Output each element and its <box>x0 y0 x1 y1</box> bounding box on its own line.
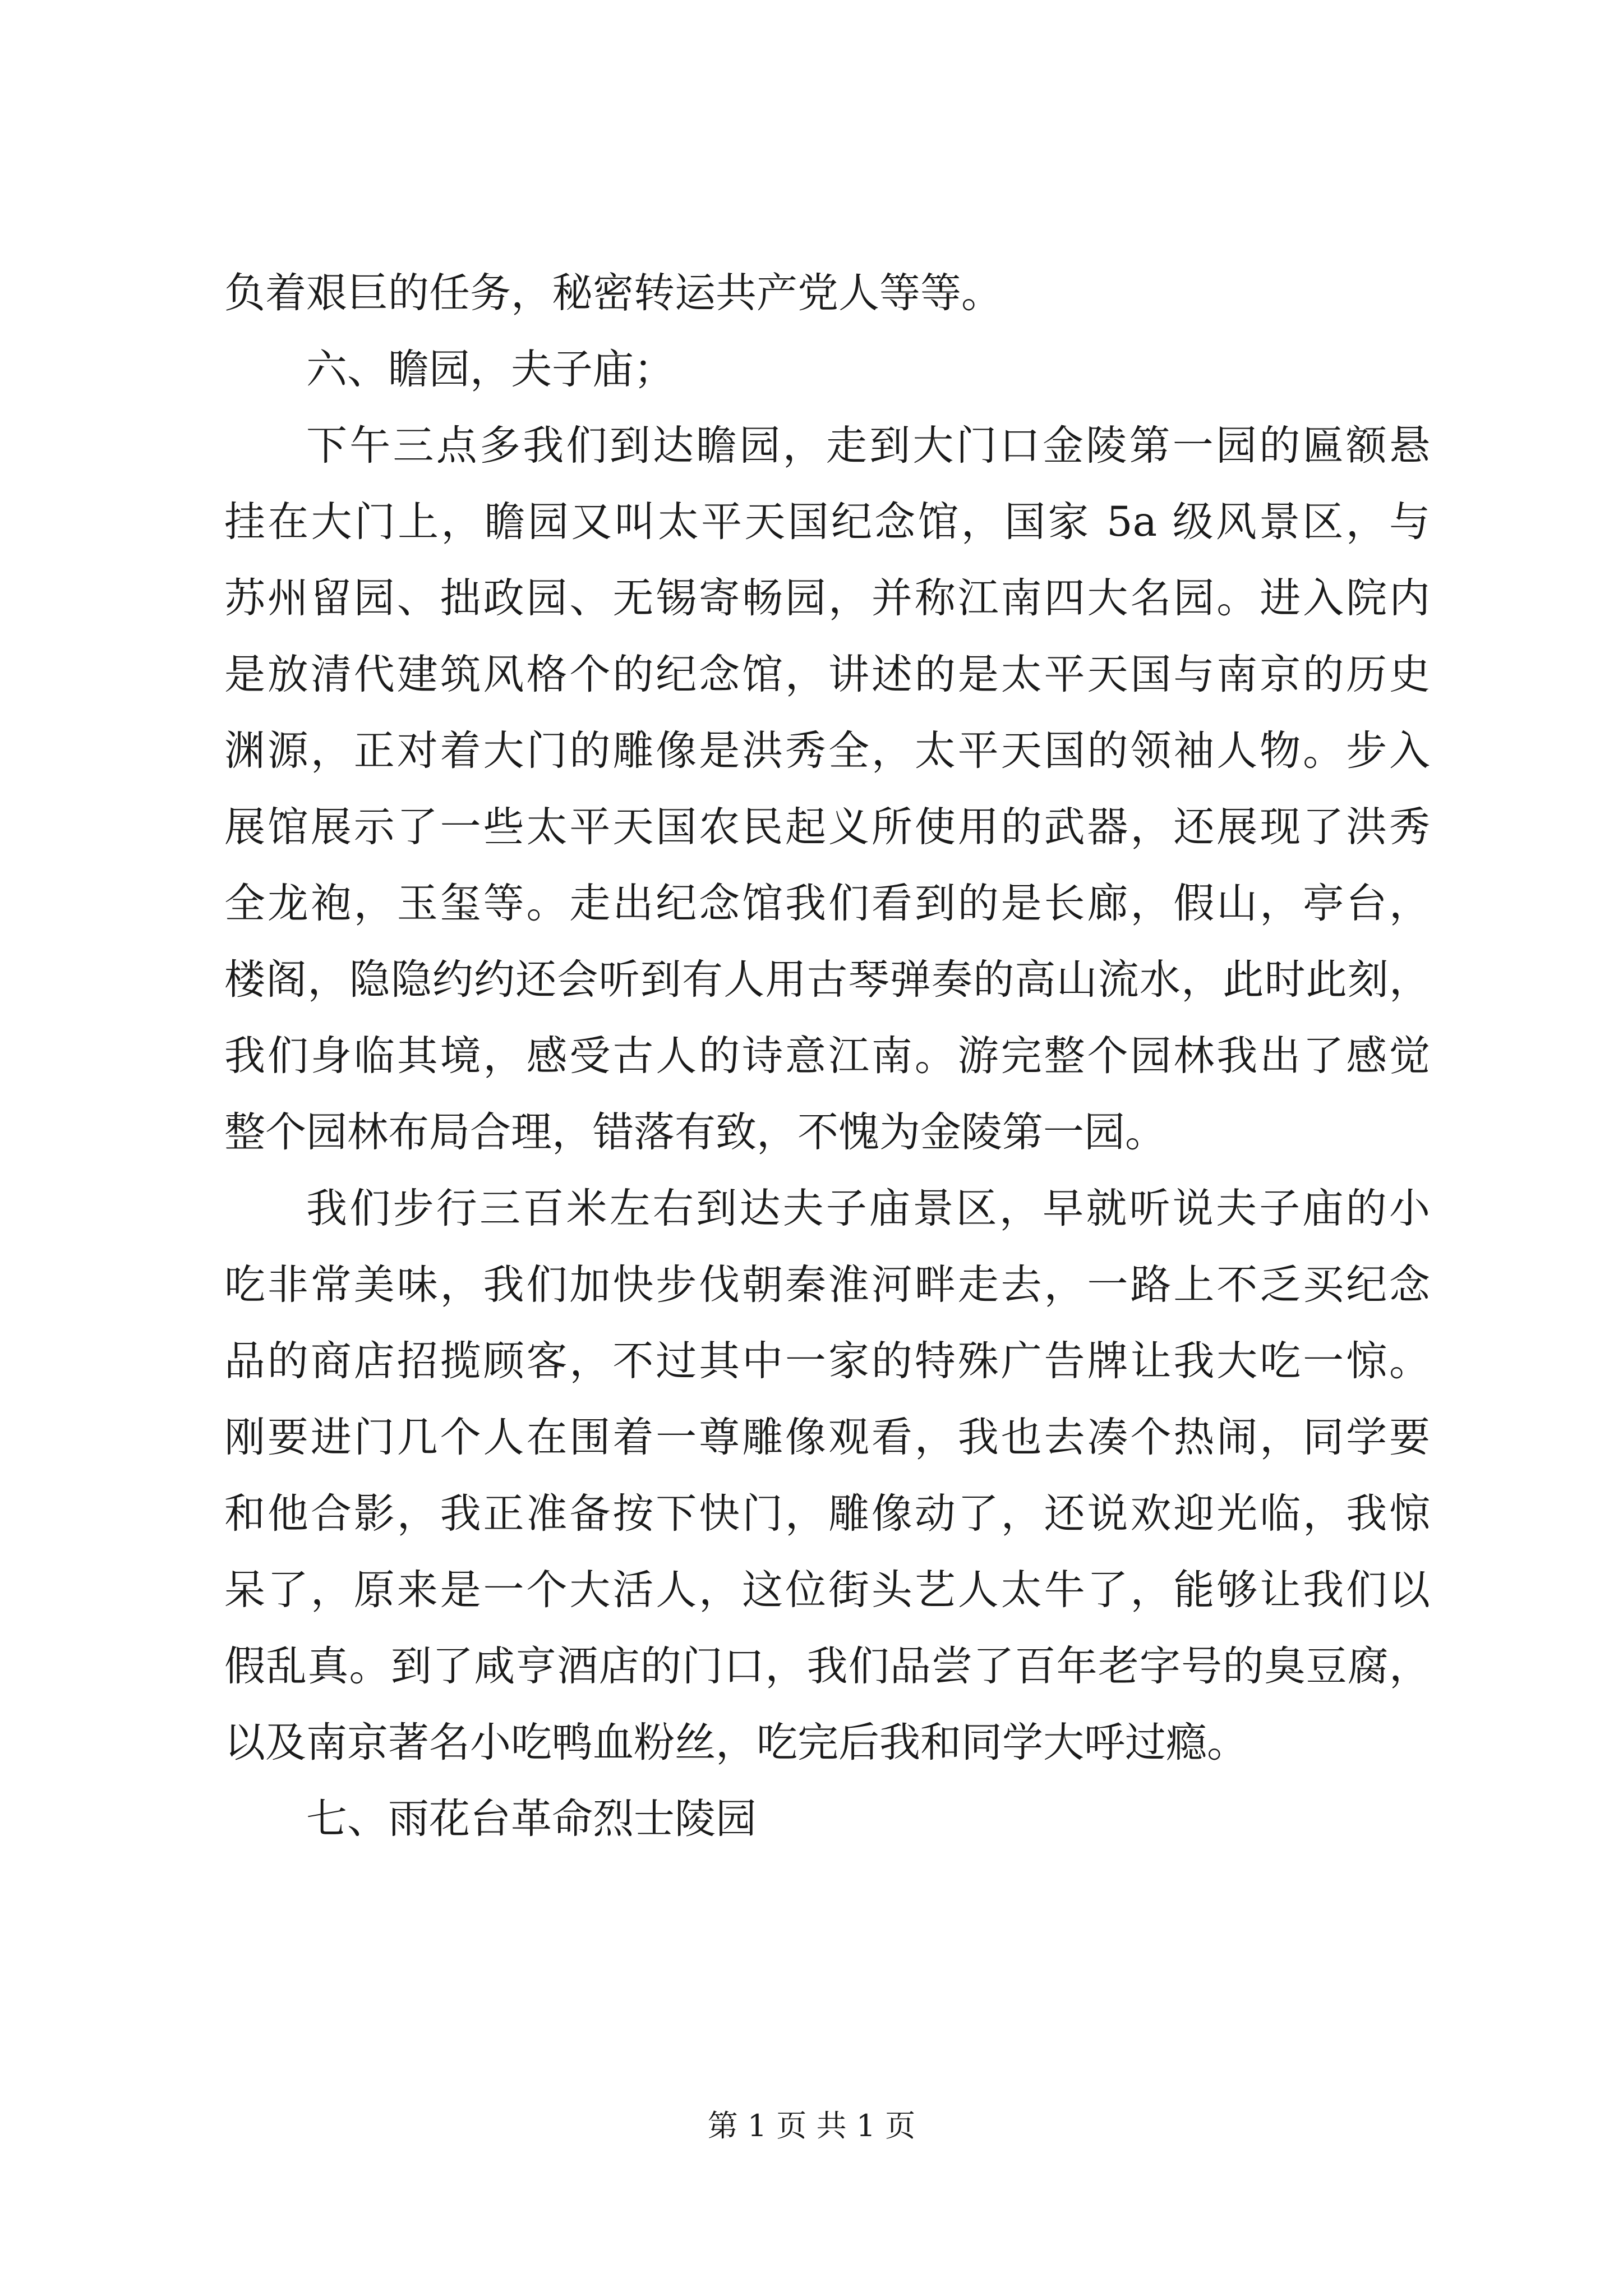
text-line: 七、雨花台革命烈士陵园 <box>306 1795 757 1843</box>
text-line: 吃非常美味，我们加快步伐朝秦淮河畔走去，一路上不乏买纪念 <box>224 1261 1430 1309</box>
text-line: 渊源，正对着大门的雕像是洪秀全，太平天国的领袖人物。步入 <box>224 727 1430 775</box>
text-line: 下午三点多我们到达瞻园，走到大门口金陵第一园的匾额悬 <box>306 422 1430 470</box>
document-body <box>224 255 1430 1857</box>
text-line: 是放清代建筑风格个的纪念馆，讲述的是太平天国与南京的历史 <box>224 651 1430 698</box>
text-line: 整个园林布局合理，错落有致，不愧为金陵第一园。 <box>224 1108 1166 1156</box>
text-line: 以及南京著名小吃鸭血粉丝，吃完后我和同学大呼过瘾。 <box>224 1719 1248 1766</box>
text-line: 六、瞻园，夫子庙； <box>306 346 675 393</box>
text-line: 我们步行三百米左右到达夫子庙景区，早就听说夫子庙的小 <box>306 1185 1430 1232</box>
text-line: 苏州留园、拙政园、无锡寄畅园，并称江南四大名园。进入院内 <box>224 574 1430 622</box>
text-line: 我们身临其境，感受古人的诗意江南。游完整个园林我出了感觉 <box>224 1032 1430 1080</box>
page-footer: 第 1 页 共 1 页 <box>707 2108 916 2143</box>
text-line: 品的商店招揽顾客，不过其中一家的特殊广告牌让我大吃一惊。 <box>224 1337 1430 1385</box>
text-line: 全龙袍，玉玺等。走出纪念馆我们看到的是长廊，假山，亭台， <box>224 880 1430 927</box>
text-line: 和他合影，我正准备按下快门，雕像动了，还说欢迎光临，我惊 <box>224 1490 1430 1538</box>
text-line: 呆了，原来是一个大活人，这位街头艺人太牛了，能够让我们以 <box>224 1566 1430 1614</box>
text-line: 楼阁，隐隐约约还会听到有人用古琴弹奏的高山流水，此时此刻， <box>224 956 1430 1004</box>
text-line: 刚要进门几个人在围着一尊雕像观看，我也去凑个热闹，同学要 <box>224 1414 1430 1461</box>
text-line: 假乱真。到了咸亨酒店的门口，我们品尝了百年老字号的臭豆腐， <box>224 1642 1430 1690</box>
text-line: 负着艰巨的任务，秘密转运共产党人等等。 <box>224 269 1002 317</box>
text-line: 挂在大门上，瞻园又叫太平天国纪念馆，国家 5a 级风景区，与 <box>224 498 1430 546</box>
text-line: 展馆展示了一些太平天国农民起义所使用的武器，还展现了洪秀 <box>224 803 1430 851</box>
